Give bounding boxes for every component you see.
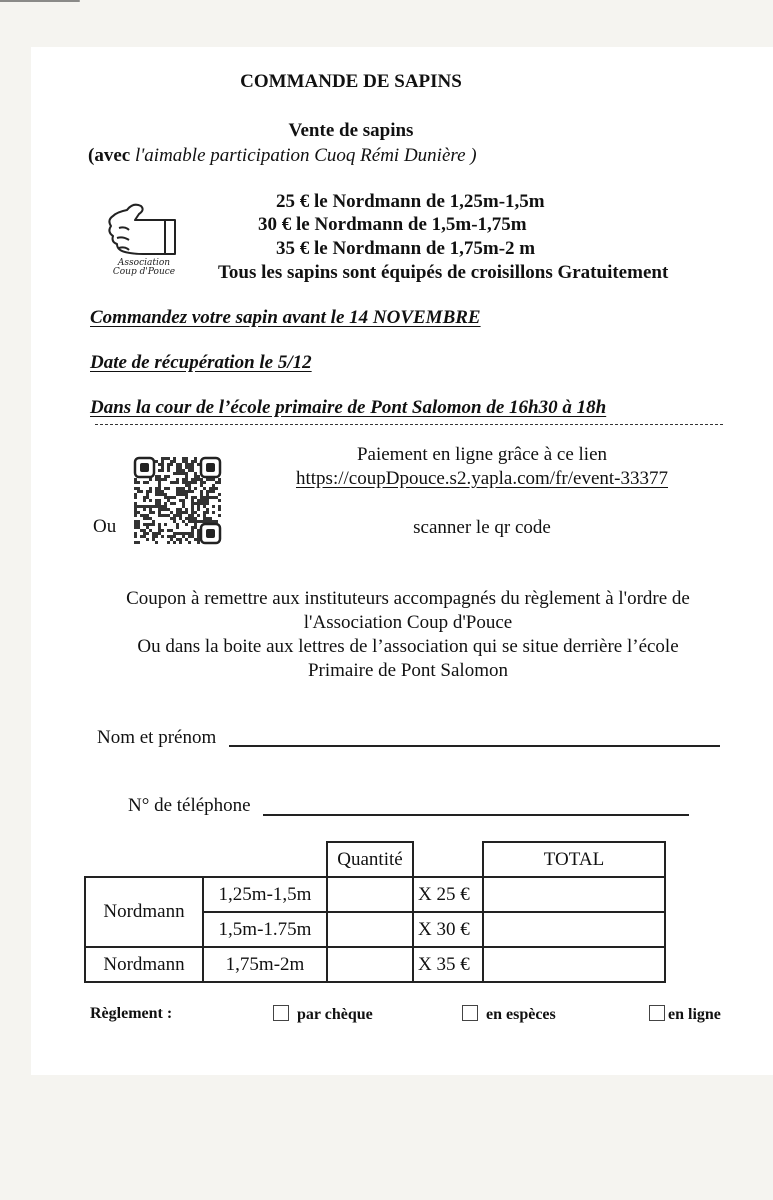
online-payment-label: Paiement en ligne grâce à ce lien [356, 444, 608, 465]
document-page [31, 47, 773, 1075]
tree-type: Nordmann [85, 947, 203, 982]
coupon-instructions [91, 587, 725, 683]
qr-finder-pattern [135, 458, 154, 477]
option-label: en ligne [668, 1006, 721, 1023]
or-label: Ou [93, 516, 117, 537]
qr-finder-pattern [201, 458, 220, 477]
pickup-location: Dans la cour de l’école primaire de Pont Salomon de 16h30 à 18h [90, 397, 607, 418]
cut-line-divider [95, 424, 723, 425]
payment-option-cheque[interactable] [273, 1005, 373, 1024]
unit-price: X 30 € [413, 912, 483, 947]
coupon-line: Coupon à remettre aux instituteurs accompagnés du règlement à l'ordre de [126, 588, 690, 609]
quantity-header: Quantité [327, 842, 413, 877]
checkbox[interactable] [273, 1005, 289, 1021]
price-line: 25 € le Nordmann de 1,25m-1,5m [276, 191, 545, 212]
quantity-cell[interactable] [327, 877, 413, 912]
coupon-line: Ou dans la boite aux lettres de l’association qui se situe derrière l’école [137, 636, 679, 657]
total-header: TOTAL [483, 842, 665, 877]
table-row [85, 947, 665, 982]
option-label: en espèces [486, 1006, 556, 1023]
price-line: 30 € le Nordmann de 1,5m-1,75m [258, 214, 527, 235]
tree-type: Nordmann [85, 877, 203, 947]
tree-size: 1,75m-2m [203, 947, 327, 982]
qr-finder-pattern [201, 524, 220, 543]
phone-label: N° de téléphone [128, 795, 251, 816]
name-label: Nom et prénom [97, 727, 217, 748]
croisillons-note: Tous les sapins sont équipés de croisillons Gratuitement [218, 262, 669, 283]
coupon-line: l'Association Coup d'Pouce [303, 612, 513, 633]
order-deadline: Commandez votre sapin avant le 14 NOVEMBRE [90, 307, 481, 328]
top-scroll-indicator [0, 0, 80, 2]
checkbox[interactable] [462, 1005, 478, 1021]
tree-size: 1,5m-1.75m [203, 912, 327, 947]
pickup-date: Date de récupération le 5/12 [90, 352, 312, 373]
total-cell[interactable] [483, 947, 665, 982]
order-table [84, 841, 666, 983]
phone-field[interactable] [263, 814, 689, 816]
table-header-row [85, 842, 665, 877]
quantity-cell[interactable] [327, 912, 413, 947]
payment-option-en-ligne[interactable] [649, 1005, 721, 1024]
thumbs-up-icon [89, 192, 199, 276]
participation-prefix: (avec [88, 145, 131, 166]
association-logo [89, 192, 199, 276]
total-cell[interactable] [483, 877, 665, 912]
tree-size: 1,25m-1,5m [203, 877, 327, 912]
coupon-line: Primaire de Pont Salomon [307, 660, 508, 681]
payment-link[interactable]: https://coupDpouce.s2.yapla.com/fr/event-33377 [296, 468, 668, 489]
table-row [85, 877, 665, 912]
logo-line1: Association [117, 258, 171, 268]
unit-price: X 25 € [413, 877, 483, 912]
total-cell[interactable] [483, 912, 665, 947]
participation-line [88, 145, 477, 167]
participation-text: l'aimable participation Cuoq Rémi Dunière ) [134, 145, 477, 166]
unit-price: X 35 € [413, 947, 483, 982]
quantity-cell[interactable] [327, 947, 413, 982]
payment-option-especes[interactable] [462, 1005, 556, 1024]
option-label: par chèque [297, 1006, 373, 1023]
checkbox[interactable] [649, 1005, 665, 1021]
price-line: 35 € le Nordmann de 1,75m-2 m [276, 238, 536, 259]
name-field[interactable] [229, 745, 720, 747]
scan-qr-label: scanner le qr code [413, 517, 551, 538]
page-title: COMMANDE DE SAPINS [240, 71, 462, 92]
subtitle: Vente de sapins [288, 120, 414, 141]
qr-code-icon[interactable] [131, 455, 223, 545]
logo-line2: Coup d'Pouce [112, 267, 176, 276]
reglement-label: Règlement : [90, 1005, 173, 1022]
